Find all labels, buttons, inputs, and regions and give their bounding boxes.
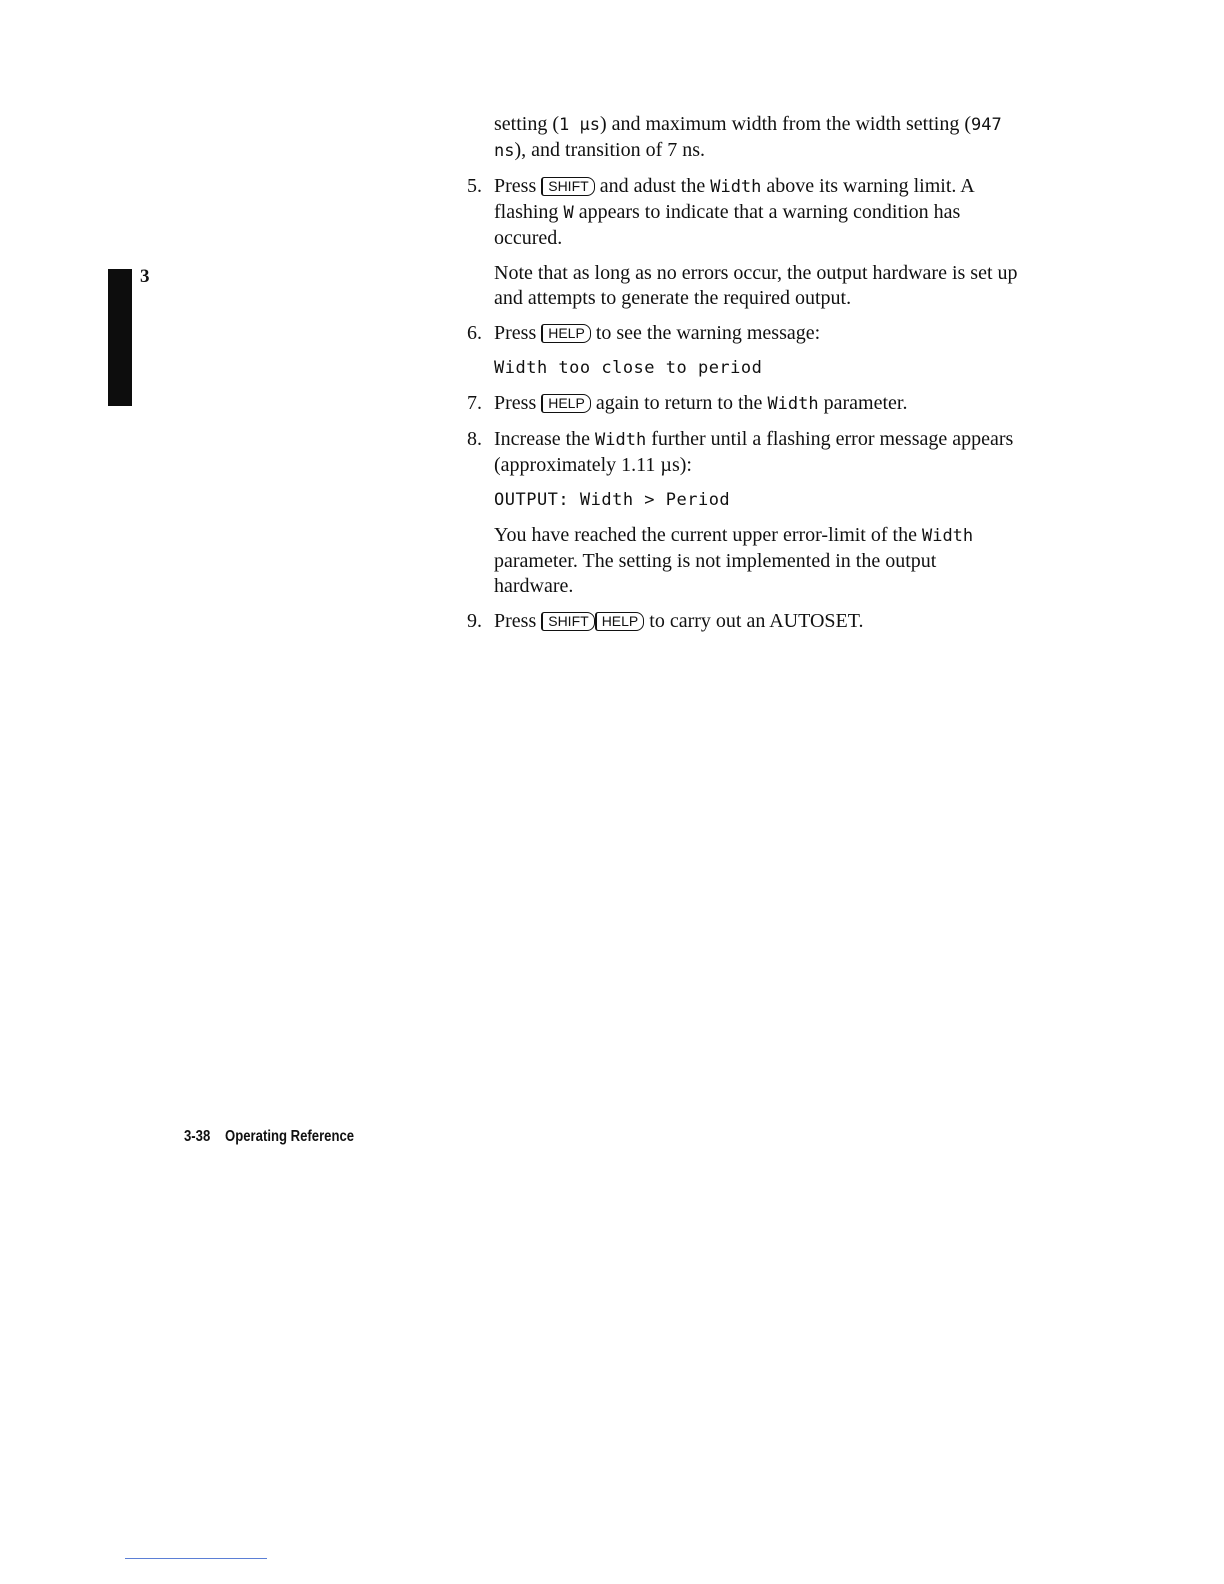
error-display-message: OUTPUT: Width > Period (494, 490, 731, 510)
help-key: HELP (541, 324, 591, 343)
step-8 (458, 427, 1018, 478)
step-text: Press SHIFT HELP to carry out an AUTOSET. (494, 610, 864, 632)
display-value: Width (767, 394, 819, 414)
display-value: Width (710, 177, 762, 197)
step-number: 9. (467, 610, 482, 632)
step-number: 5. (467, 175, 482, 197)
display-value: 1 µs (559, 115, 600, 135)
step-text: Press SHIFT and adust the Width above its warning limit. A flashing W appears to indicate that a warning condition has occured. (494, 175, 974, 249)
step-5 (458, 174, 1018, 251)
bottom-rule (125, 1558, 267, 1559)
step-6 (458, 321, 1018, 346)
note-paragraph: Note that as long as no errors occur, the output hardware is set up and attempts to generate the required output. (494, 262, 1018, 309)
page-number: 3-38 (184, 1128, 211, 1145)
help-key: HELP (595, 612, 645, 631)
chapter-number: 3 (140, 266, 150, 287)
step-number: 8. (467, 428, 482, 450)
warning-display-message: Width too close to period (494, 358, 763, 378)
shift-key: SHIFT (541, 177, 594, 196)
page-content (458, 112, 1018, 644)
page-footer (184, 1128, 354, 1146)
step-text: Press HELP to see the warning message: (494, 322, 821, 344)
step-number: 7. (467, 392, 482, 414)
help-key: HELP (541, 394, 591, 413)
step-text: Press HELP again to return to the Width parameter. (494, 392, 908, 414)
display-value: 947 ns (494, 115, 1002, 161)
display-value: W (563, 203, 574, 223)
section-title: Operating Reference (225, 1128, 355, 1145)
step-9 (458, 609, 1018, 634)
display-value: Width (595, 430, 647, 450)
continued-paragraph: setting (1 µs) and maximum width from the width setting (947 ns), and transition of 7 ns. (494, 113, 1002, 161)
result-paragraph: You have reached the current upper error-limit of the Width parameter. The setting is not implemented in the output hardware. (494, 524, 974, 597)
step-text: Increase the Width further until a flashing error message appears (approximately 1.11 µs): (494, 428, 1014, 476)
chapter-tab-bar (108, 269, 132, 406)
step-number: 6. (467, 322, 482, 344)
shift-key: SHIFT (541, 612, 594, 631)
step-7 (458, 391, 1018, 417)
display-value: Width (921, 526, 974, 546)
